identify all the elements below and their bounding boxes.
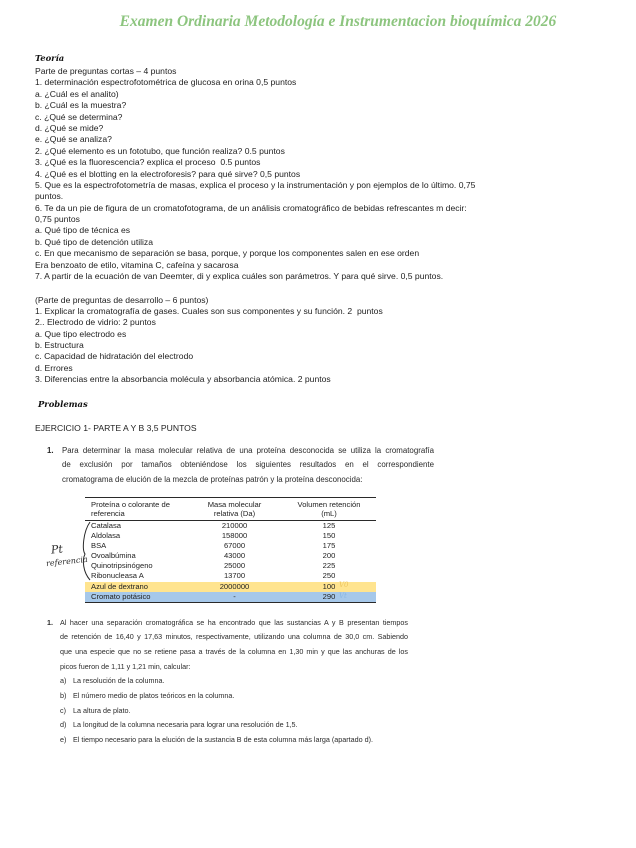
problem1-line: Para determinar la masa molecular relativa de una proteína desconocida se utiliza la cromatografía — [62, 445, 434, 455]
short-question-line: 4. ¿Qué es el blotting en la electroforesis? para qué sirve? 0,5 puntos — [35, 168, 301, 179]
reference-proteins-table — [85, 497, 376, 603]
theory-heading: Teoría — [35, 53, 65, 63]
item-letter: e) — [60, 735, 67, 745]
table-cell: Catalasa — [91, 521, 121, 530]
bracket-annotation — [79, 520, 93, 582]
handwritten-referencia: referencia — [45, 554, 89, 569]
list-item — [60, 704, 460, 719]
table-cell: 200 — [322, 551, 336, 561]
development-questions-section — [35, 295, 383, 386]
development-question-line: a. Que tipo electrodo es — [35, 328, 127, 339]
development-questions-header: (Parte de preguntas de desarrollo – 6 puntos) — [35, 294, 209, 305]
table-cell: 150 — [322, 531, 336, 541]
column-header-text: Volumen retención — [297, 499, 361, 509]
document-title: Examen Ordinaria Metodología e Instrumentacion bioquímica 2026 — [119, 13, 557, 30]
development-question-line: 2.. Electrodo de vidrio: 2 puntos — [35, 317, 156, 328]
bracket-stroke — [83, 522, 90, 580]
item-letter: a) — [60, 676, 67, 686]
short-question-line: a. Qué tipo de técnica es — [35, 225, 131, 236]
table-cell: Quinotripsinógeno — [91, 561, 153, 571]
table-cell: 100 — [322, 581, 336, 591]
problem2-line: Al hacer una separación cromatográfica se ha encontrado que las sustancias A y B presentan tiempos — [60, 617, 408, 627]
problem2-statement — [60, 616, 408, 675]
table-cell: BSA — [91, 541, 107, 551]
item-text: La altura de plato. — [73, 705, 131, 715]
problems-heading: Problemas — [38, 399, 88, 409]
table-row — [85, 541, 376, 551]
handwritten-void-volume-mark: V0 — [339, 581, 349, 589]
development-question-line: c. Capacidad de hidratación del electrodo — [35, 351, 194, 362]
list-item — [60, 689, 460, 704]
problem2-line: que una especie que no se retiene pasa a través de la columna en 1,30 min y que las anchuras de los — [60, 646, 408, 656]
development-question-line: b. Estructura — [35, 340, 84, 351]
short-question-line: c. ¿Qué se determina? — [35, 111, 123, 122]
table-cell: 210000 — [221, 521, 248, 530]
table-row — [85, 561, 376, 571]
problem2-line: picos fueron de 1,11 y 1,21 min, calcular: — [60, 661, 191, 671]
item-text: El número medio de platos teóricos en la columna. — [73, 691, 235, 701]
table-cell: 250 — [322, 571, 336, 581]
short-question-line: e. ¿Qué se analiza? — [35, 134, 112, 145]
table-row — [85, 531, 376, 541]
table-row — [85, 571, 376, 581]
table-cell: 175 — [322, 541, 336, 551]
short-question-line: 2. ¿Qué elemento es un fototubo, que función realiza? 0.5 puntos — [35, 145, 285, 156]
short-question-line: 7. A partir de la ecuación de van Deemter, di y explica cuáles son parámetros. Y para qué sirve. 0,5 puntos. — [35, 271, 444, 282]
problem2-number: 1. — [47, 617, 53, 627]
table-cell: 290 — [322, 591, 336, 601]
table-cell: 225 — [322, 561, 336, 571]
table-cell: 158000 — [221, 531, 248, 541]
list-item — [60, 674, 460, 689]
item-letter: c) — [60, 705, 66, 715]
development-question-line: 3. Diferencias entre la absorbancia molécula y absorbancia atómica. 2 puntos — [35, 374, 331, 385]
short-questions-section — [35, 66, 475, 282]
column-header — [85, 498, 187, 521]
development-question-line: d. Errores — [35, 362, 73, 373]
table-row — [85, 521, 376, 532]
table-header — [85, 498, 376, 521]
problem1-number: 1. — [47, 445, 54, 455]
problem2-items — [60, 674, 460, 747]
problem1-statement — [62, 444, 434, 488]
column-header-text: Proteína o colorante de — [91, 499, 170, 509]
short-question-line: 5. Que es la espectrofotometría de masas, explica el proceso y la instrumentación y pon ejemplos de lo último. 0,75 — [35, 179, 476, 190]
short-question-line: 3. ¿Qué es la fluorescencia? explica el proceso 0.5 puntos — [35, 157, 261, 168]
handwritten-total-volume-mark: Vt — [339, 591, 347, 600]
short-question-line: puntos. — [35, 191, 64, 202]
table-cell: 67000 — [223, 541, 246, 551]
column-header — [187, 498, 282, 521]
table-header-row — [85, 498, 376, 521]
column-header-text: Masa molecular — [207, 499, 262, 509]
short-question-line: d. ¿Qué se mide? — [35, 122, 104, 133]
table-cell: 43000 — [223, 551, 246, 561]
short-question-line: b. ¿Cuál es la muestra? — [35, 100, 127, 111]
item-letter: d) — [60, 720, 67, 730]
column-header-text: (mL) — [321, 509, 337, 518]
short-question-line: 1. determinación espectrofotométrica de glucosa en orina 0,5 puntos — [35, 77, 297, 88]
development-question-line: 1. Explicar la cromatografía de gases. Cuales son sus componentes y su función. 2 puntos — [35, 305, 383, 316]
short-question-line: c. En que mecanismo de separación se basa, porque, y porque los componentes salen en ese orden — [35, 248, 420, 259]
short-question-line: a. ¿Cuál es el analito) — [35, 88, 119, 99]
table-cell: 2000000 — [219, 581, 250, 591]
column-header-text: relativa (Da) — [213, 509, 256, 518]
table-cell: Azul de dextrano — [91, 581, 148, 591]
table-row — [85, 582, 376, 592]
table-cell: Cromato potásico — [91, 591, 151, 601]
column-header-text: referencia — [91, 509, 125, 518]
table-row — [85, 551, 376, 561]
short-question-line: 0,75 puntos — [35, 214, 80, 225]
handwritten-pt: Pt — [50, 542, 64, 557]
list-item — [60, 733, 460, 748]
short-question-line: 6. Te da un pie de figura de un cromatofotograma, de un análisis cromatográfico de bebidas refrescantes m decir: — [35, 202, 467, 213]
table-cell: 13700 — [223, 571, 246, 581]
table-cell: Ovoalbúmina — [91, 551, 136, 561]
column-header — [282, 498, 376, 521]
item-text: El tiempo necesario para la elución de la sustancia B de esta columna más larga (apartado d). — [73, 735, 374, 745]
table-cell: 25000 — [223, 561, 246, 571]
item-text: La longitud de la columna necesaria para lograr una resolución de 1,5. — [73, 720, 298, 730]
table-body — [85, 521, 376, 603]
problem1-line: de exclusión por tamaños obteniéndose los siguientes resultados en el correspondiente — [62, 460, 434, 470]
table-row — [85, 592, 376, 603]
item-text: La resolución de la columna. — [73, 676, 165, 686]
table-cell: Ribonucleasa A — [91, 571, 144, 581]
list-item — [60, 718, 460, 733]
short-questions-header: Parte de preguntas cortas – 4 puntos — [35, 66, 177, 76]
problem2-line: de retención de 16,40 y 17,63 minutos, respectivamente, utilizando una columna de 30,0 cm. Sabiendo — [60, 632, 408, 642]
exercise-title: EJERCICIO 1- PARTE A Y B 3,5 PUNTOS — [35, 422, 197, 433]
item-letter: b) — [60, 691, 67, 701]
table-cell: Aldolasa — [91, 531, 121, 541]
table-cell: - — [233, 591, 236, 601]
short-question-line: Era benzoato de etilo, vitamina C, cafeína y sacarosa — [35, 259, 239, 270]
table-cell: 125 — [322, 521, 336, 530]
problem1-line: cromatograma de elución de la mezcla de proteínas patrón y la proteína desconocida: — [62, 474, 363, 484]
short-question-line: b. Qué tipo de detención utiliza — [35, 236, 154, 247]
